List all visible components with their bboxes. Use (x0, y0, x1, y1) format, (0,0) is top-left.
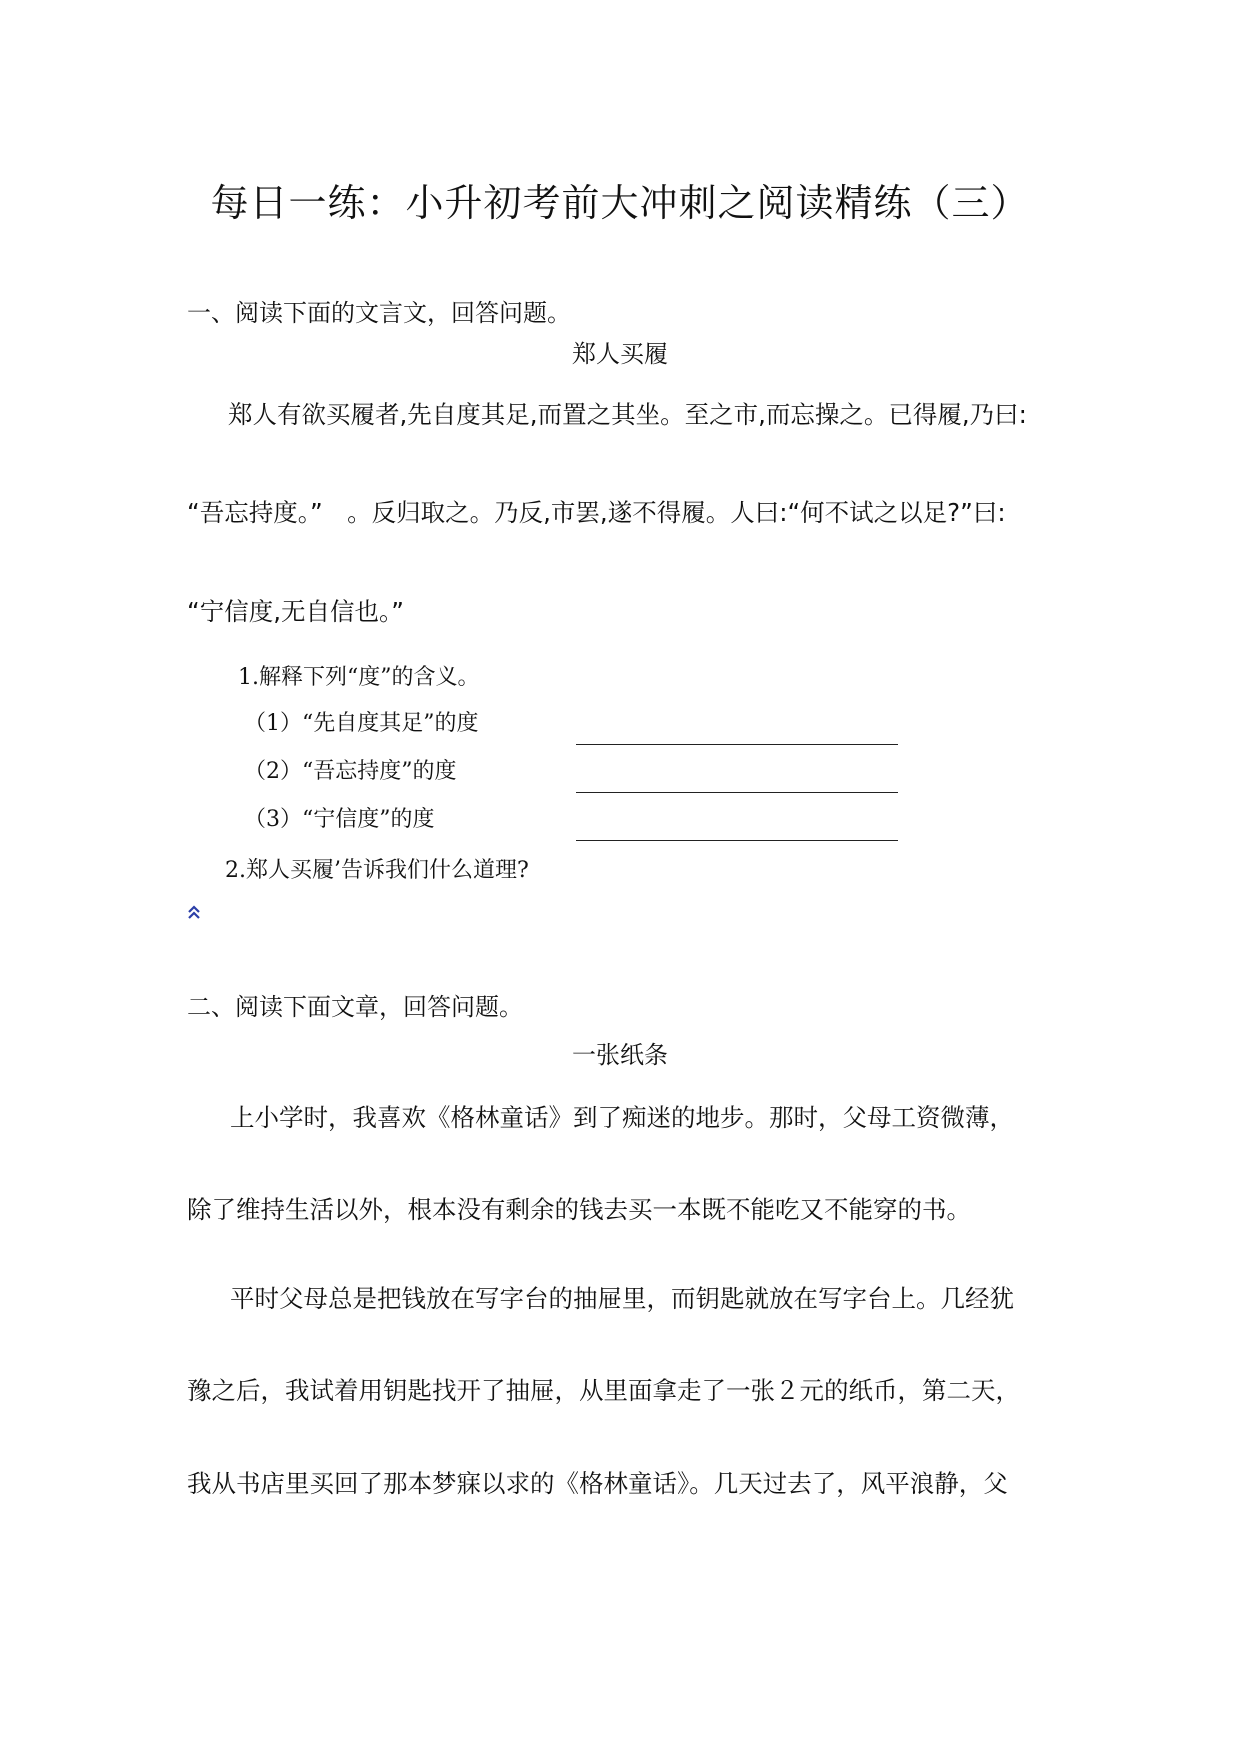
question-2: 2.郑人买履’告诉我们什么道理? (225, 858, 529, 883)
question-1-item: （1）“先自度其足”的度 (244, 711, 479, 736)
passage-line: “宁信度,无自信也。” (187, 597, 404, 626)
double-chevron-up-icon[interactable] (187, 904, 201, 923)
passage-line: 豫之后，我试着用钥匙找开了抽屉，从里面拿走了一张２元的纸币，第二天， (187, 1376, 1020, 1405)
page-title: 每日一练：小升初考前大冲刺之阅读精练（三） (210, 181, 1030, 225)
question-1-item: （3）“宁信度”的度 (244, 807, 435, 832)
passage-line: 上小学时，我喜欢《格林童话》到了痴迷的地步。那时，父母工资微薄， (230, 1103, 1014, 1132)
section2-heading: 二、阅读下面文章，回答问题。 (187, 993, 523, 1021)
question-1-item: （2）“吾忘持度”的度 (244, 759, 457, 784)
question-1: 1.解释下列“度”的含义。 (238, 665, 480, 690)
section2-passage-title: 一张纸条 (572, 1041, 668, 1069)
section1-heading: 一、阅读下面的文言文，回答问题。 (187, 299, 571, 327)
answer-blank[interactable] (576, 826, 898, 845)
passage-line: “吾忘持度。” 。反归取之。乃反,市罢,遂不得履。人曰:“何不试之以足?”曰: (187, 498, 1006, 527)
answer-blank[interactable] (576, 778, 898, 797)
passage-line: 郑人有欲买履者,先自度其足,而置之其坐。至之市,而忘操之。已得履,乃曰: (228, 400, 1027, 429)
section1-passage-title: 郑人买履 (572, 340, 668, 368)
double-chevron-up-icon-glyph (187, 904, 201, 920)
passage-line: 平时父母总是把钱放在写字台的抽屉里，而钥匙就放在写字台上。几经犹 (230, 1284, 1014, 1313)
passage-line: 除了维持生活以外，根本没有剩余的钱去买一本既不能吃又不能穿的书。 (187, 1195, 971, 1224)
answer-blank[interactable] (576, 730, 898, 749)
passage-line: 我从书店里买回了那本梦寐以求的《格林童话》。几天过去了，风平浪静，父 (187, 1469, 1008, 1498)
